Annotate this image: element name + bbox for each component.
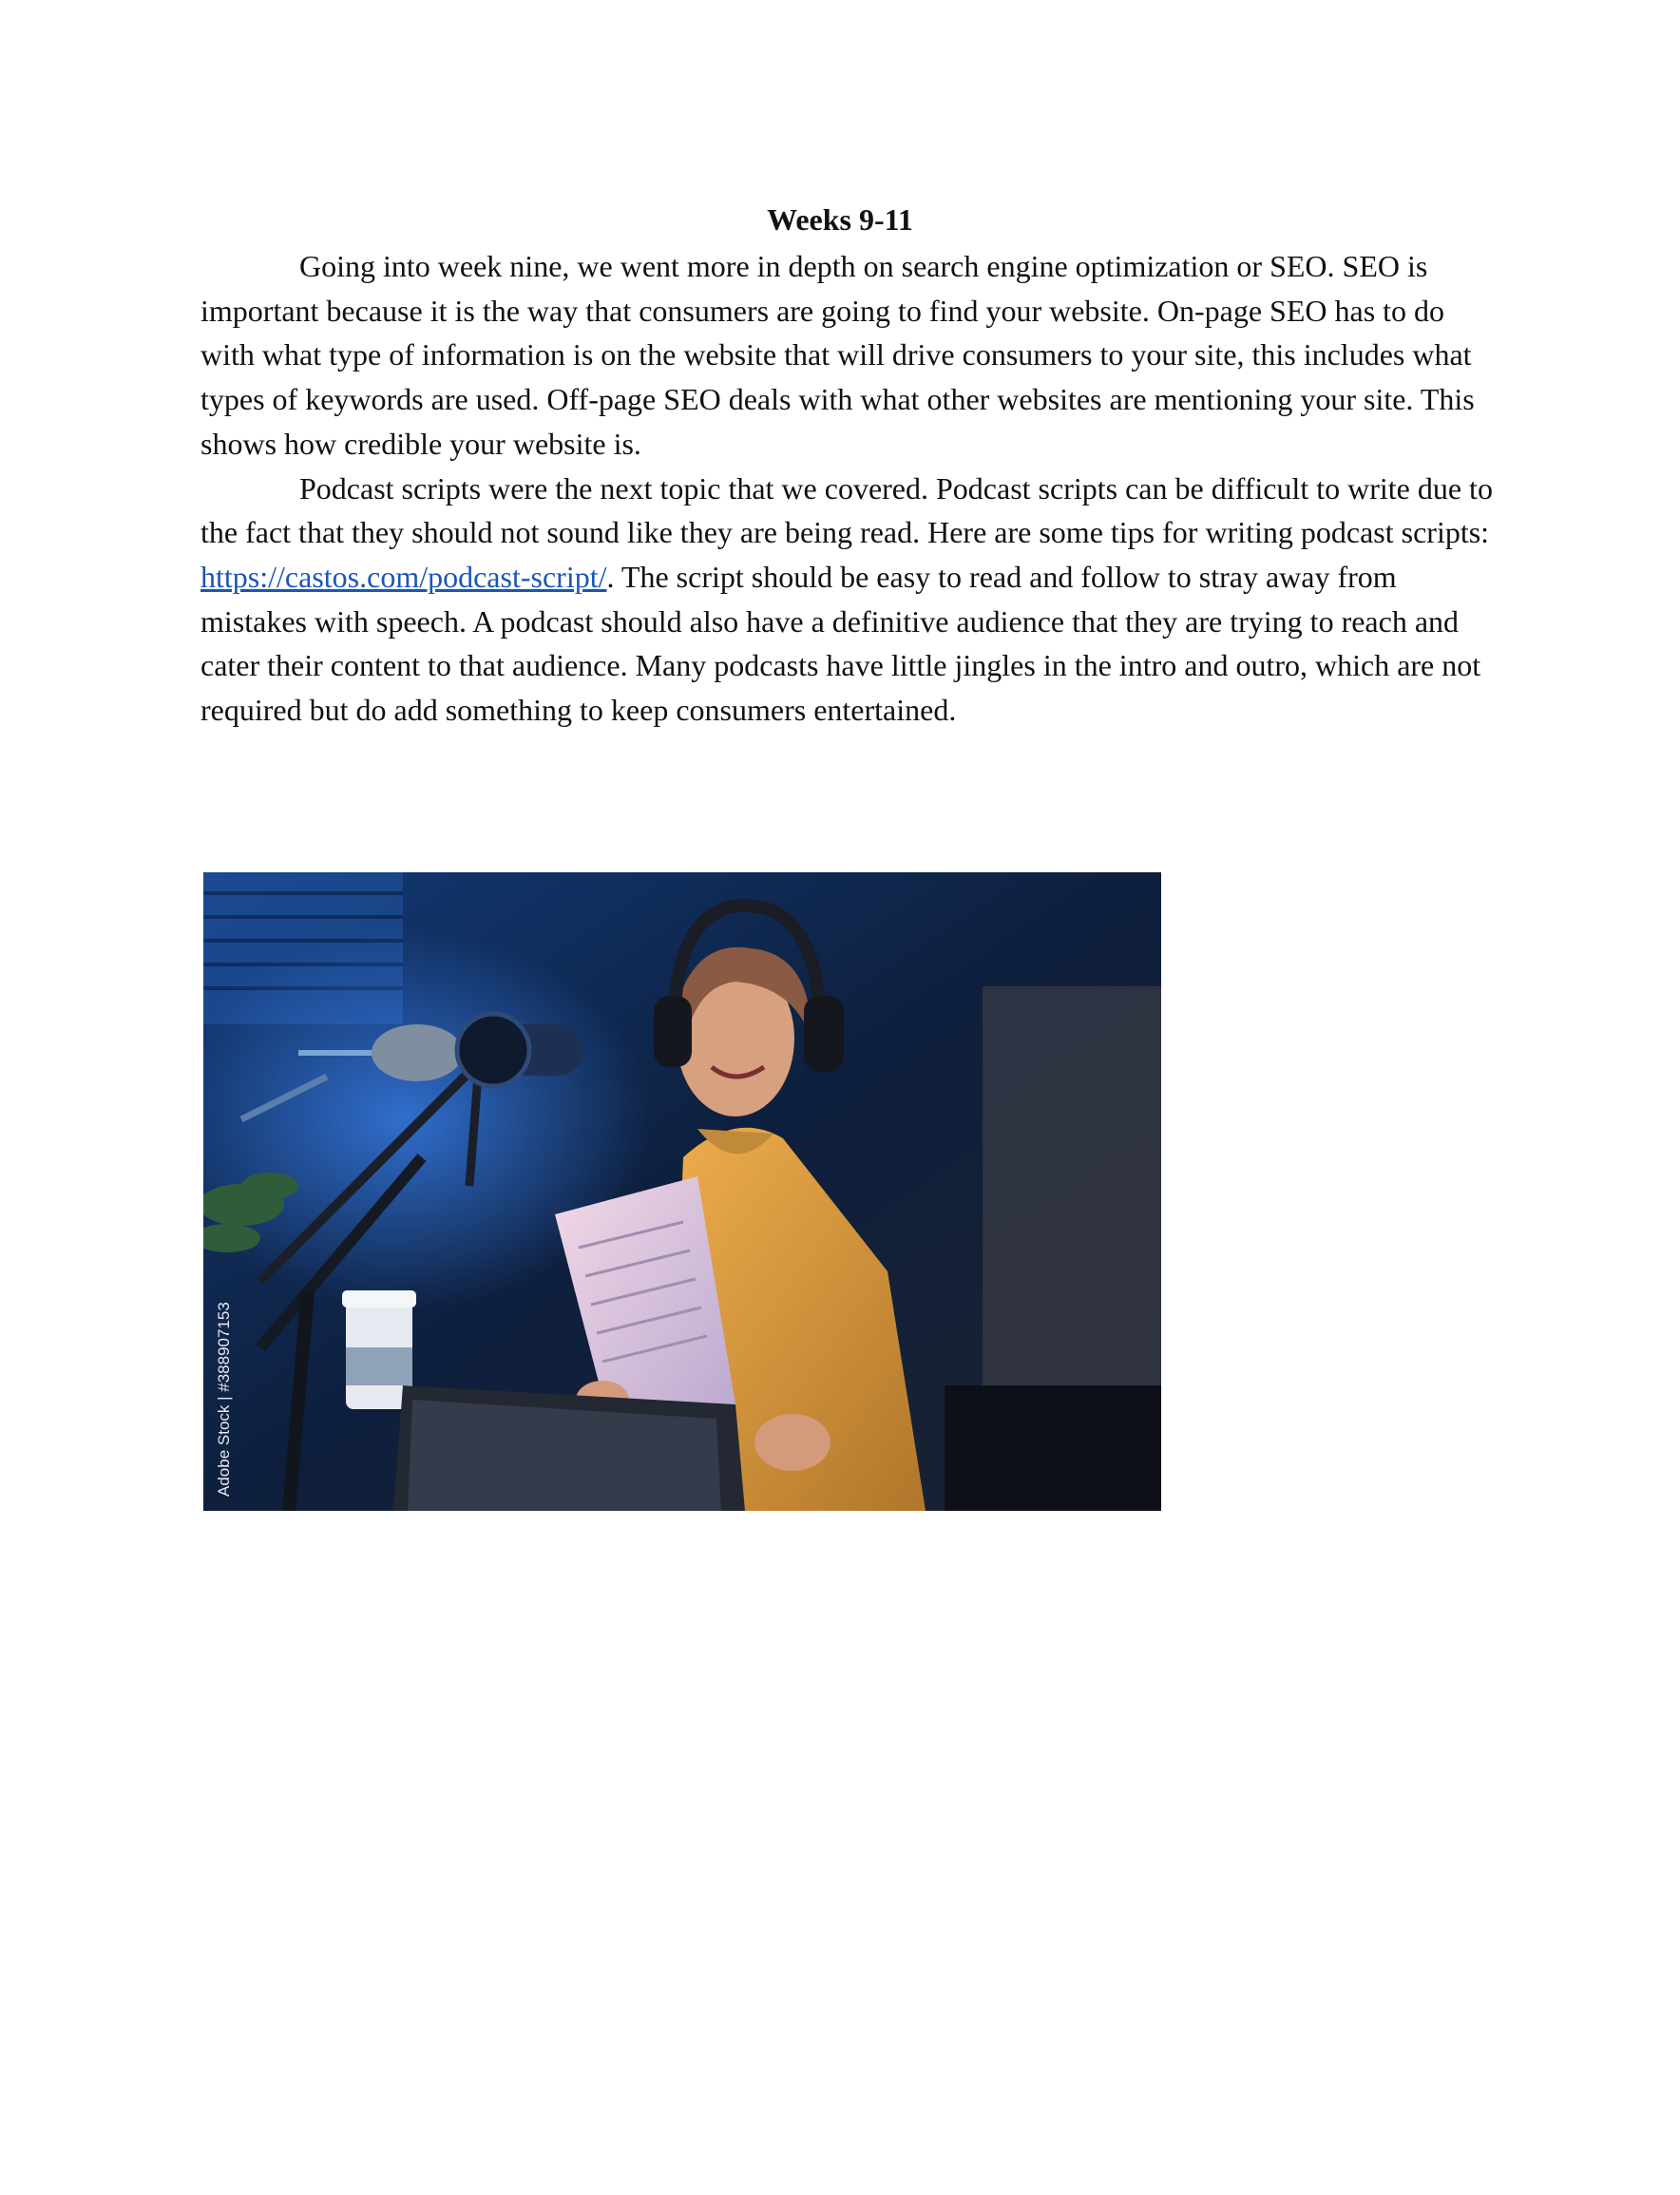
podcaster-illustration bbox=[203, 872, 1161, 1511]
podcaster-photo bbox=[203, 872, 1161, 1511]
body-text bbox=[200, 244, 1493, 733]
paragraph-podcast-intro: Podcast scripts were the next topic that we covered. Podcast scripts can be difficult to write due to the fact that they should not sound like they are being read. Here are some tips for writing podcast scripts: bbox=[200, 470, 1493, 550]
paragraph-seo: Going into week nine, we went more in depth on search engine optimization or SEO. SEO is important because it is the way that consumers are going to find your website. On-page SEO has to do with what type of information is on the website that will drive consumers to your site, this includes what types of keywords are used. Off-page SEO deals with what other websites are mentioning your site. This shows how credible your website is. bbox=[200, 249, 1475, 461]
stock-watermark: Adobe Stock | #388907153 bbox=[215, 1302, 233, 1497]
paragraph-podcast-rest: . The script should be easy to read and follow to stray away from mistakes with speech. A podcast should also have a definitive audience that they are trying to reach and cater their content to that audience. Many podcasts have little jingles in the intro and outro, which are not required but do add something to keep consumers entertained. bbox=[200, 559, 1481, 728]
paragraph-podcast bbox=[200, 467, 1493, 733]
castos-link[interactable]: https://castos.com/podcast-script/ bbox=[200, 559, 607, 594]
page-title: Weeks 9-11 bbox=[767, 202, 913, 237]
